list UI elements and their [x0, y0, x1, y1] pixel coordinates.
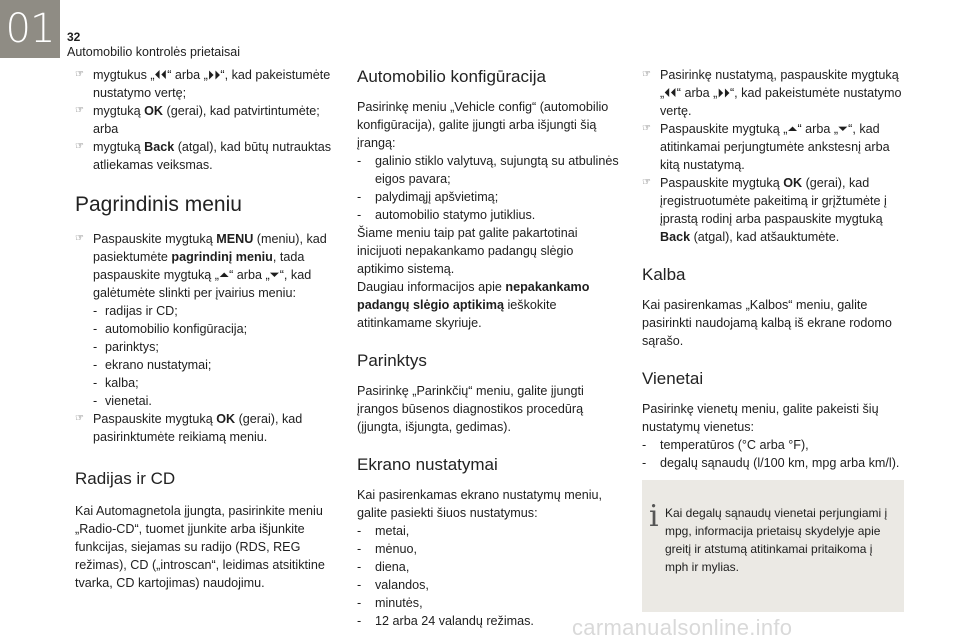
text: parinktys; [105, 340, 159, 354]
text: 12 arba 24 valandų režimas. [375, 614, 534, 628]
text: valandos, [375, 578, 429, 592]
forward-icon: ⏵⏵ [207, 68, 221, 82]
text: (gerai), kad patvirtintumėte; [163, 104, 320, 118]
list-item [75, 230, 337, 302]
text: kalba; [105, 376, 139, 390]
text: “ arba „ [167, 68, 208, 82]
paragraph: Pasirinkę vienetų meniu, galite pakeisti šių nustatymų vienetus: [642, 402, 879, 434]
text: minutės, [375, 596, 423, 610]
ok-keyword: OK [216, 412, 236, 426]
text: mėnuo, [375, 542, 418, 556]
ok-keyword: OK [144, 104, 163, 118]
menu-keyword: MENU [216, 232, 254, 246]
text: (gerai), kad pasirinktumėte reikiamą meniu. [93, 412, 303, 444]
list-item [642, 66, 912, 120]
paragraph: Kai pasirenkamas „Kalbos“ meniu, galite pasirinkti naudojamą kalbą iš ekrane rodomo sąrašo. [642, 298, 892, 348]
list-item [75, 66, 337, 102]
main-menu-keyword: pagrindinį meniu [171, 250, 273, 264]
list-item [642, 174, 912, 246]
list-item: - kalba; [93, 376, 139, 390]
list-item: - palydimąjį apšvietimą; [357, 190, 499, 204]
section-heading: Vienetai [642, 369, 704, 388]
text: (gerai), kad įregistruotumėte pakeitimą ir grįžtumėte į įprastą rodinį arba paspauskite mygtuką [660, 176, 887, 226]
ok-keyword: OK [783, 176, 803, 190]
text: arba [93, 122, 119, 136]
rewind-icon: ⏴⏴ [154, 68, 168, 82]
list-item: - minutės, [357, 596, 423, 610]
section-heading: Pagrindinis meniu [75, 193, 242, 216]
list-item: - parinktys; [93, 340, 159, 354]
arrow-bullet-icon: ☞ [75, 69, 84, 80]
section-heading: Radijas ir CD [75, 469, 176, 488]
page-number: 32 [67, 30, 81, 44]
list-item: - mėnuo, [357, 542, 418, 556]
info-text: Kai degalų sąnaudų vienetai perjungiami į mpg, informacija prietaisų skydelyje apie greitį ir atstumą atitinkamai pritaikoma į mph ir mylias. [665, 506, 888, 574]
list-item: - degalų sąnaudų (l/100 km, mpg arba km/l). [642, 456, 900, 470]
text: Paspauskite mygtuką „⏶“ arba „⏷“, kad atitinkamai perjungtumėte ankstesnį arba kitą nustatymą. [660, 122, 890, 172]
text: (meniu), kad pasiektumėte [93, 232, 327, 264]
chapter-badge: 01 [0, 0, 60, 58]
page-title: Automobilio kontrolės prietaisai [67, 45, 241, 59]
text: ekrano nustatymai; [105, 358, 212, 372]
list-item: - metai, [357, 524, 410, 538]
section-heading: Kalba [642, 265, 686, 284]
list-item: - 12 arba 24 valandų režimas. [357, 614, 534, 628]
text: mygtuką [93, 140, 145, 154]
list-item: - radijas ir CD; [93, 304, 178, 318]
list-item: - vienetai. [93, 394, 152, 408]
section-heading: Ekrano nustatymai [357, 455, 498, 474]
text: temperatūros (°C arba °F), [660, 438, 809, 452]
list-item [642, 120, 912, 174]
text: automobilio konfigūracija; [105, 322, 248, 336]
text: palydimąjį apšvietimą; [375, 190, 499, 204]
list-item: - galinio stiklo valytuvą, sujungtą su atbulinės eigos pavara; [357, 154, 619, 186]
list-item: - valandos, [357, 578, 429, 592]
paragraph: Šiame meniu taip pat galite pakartotinai inicijuoti nepakankamo padangų slėgio aptikimo sistemą. [357, 226, 578, 276]
paragraph [357, 278, 623, 332]
list-item: - automobilio konfigūracija; [93, 322, 248, 336]
text: Paspauskite mygtuką [93, 412, 217, 426]
text: galinio stiklo valytuvą, sujungtą su atbulinės eigos pavara; [375, 154, 619, 186]
list-item [75, 102, 337, 120]
column-1 [75, 66, 337, 592]
info-icon: i [649, 499, 659, 534]
list-item [75, 138, 337, 174]
back-keyword: Back [144, 140, 175, 154]
info-box [642, 480, 904, 612]
paragraph: Kai pasirenkamas ekrano nustatymų meniu, galite pasiekti šiuos nustatymus: [357, 488, 603, 520]
arrow-bullet-icon: ☞ [642, 177, 651, 188]
text: Daugiau informacijos apie [357, 280, 506, 294]
paragraph: Pasirinkę meniu „Vehicle config“ (automobilio konfigūracija), galite įjungti arba išjungti šią įrangą: [357, 100, 609, 150]
paragraph: Kai Automagnetola įjungta, pasirinkite meniu „Radio-CD“, tuomet įjunkite arba išjunkite funkcijas, siejamas su radijo (RDS, REG režimas), CD („introscan“, leidimas atsitiktine tvarka, CD kartojimas) naudojimu. [75, 504, 325, 590]
text: mygtuką [93, 104, 145, 118]
list-item: - diena, [357, 560, 410, 574]
list-item: - temperatūros (°C arba °F), [642, 438, 809, 452]
text: mygtukus „ [93, 68, 155, 82]
paragraph: Pasirinkę „Parinkčių“ meniu, galite įjungti įrangos būsenos diagnostikos procedūrą (įjungta, išjungta, gedimas). [357, 384, 584, 434]
text: metai, [375, 524, 410, 538]
text: ieškokite atitinkamame skyriuje. [357, 298, 557, 330]
list-item [75, 410, 337, 446]
column-2 [357, 66, 623, 630]
arrow-bullet-icon: ☞ [642, 69, 651, 80]
back-keyword: Back [660, 230, 691, 244]
section-heading: Parinktys [357, 351, 427, 370]
emphasis: nepakankamo padangų slėgio aptikimą [357, 280, 590, 312]
text: Paspauskite mygtuką [93, 232, 217, 246]
arrow-bullet-icon: ☞ [75, 105, 84, 116]
column-3 [642, 66, 912, 472]
text: (atgal), kad atšauktumėte. [690, 230, 840, 244]
section-heading: Automobilio konfigūracija [357, 67, 546, 86]
arrow-bullet-icon: ☞ [75, 233, 84, 244]
list-item [75, 120, 337, 138]
watermark: carmanualsonline.info [572, 615, 793, 640]
text: vienetai. [105, 394, 152, 408]
arrow-bullet-icon: ☞ [642, 123, 651, 134]
list-item: - automobilio statymo jutiklius. [357, 208, 536, 222]
arrow-bullet-icon: ☞ [75, 141, 84, 152]
text: Paspauskite mygtuką [660, 176, 784, 190]
list-item: - ekrano nustatymai; [93, 358, 212, 372]
text: degalų sąnaudų (l/100 km, mpg arba km/l). [660, 456, 900, 470]
text: automobilio statymo jutiklius. [375, 208, 536, 222]
text: radijas ir CD; [105, 304, 178, 318]
text: Pasirinkę nustatymą, paspauskite mygtuką „⏴⏴“ arba „⏵⏵“, kad pakeistumėte nustatymo vertę. [660, 68, 902, 118]
text: (atgal), kad būtų nutrauktas atliekamas veiksmas. [93, 140, 332, 172]
arrow-bullet-icon: ☞ [75, 413, 84, 424]
text: , tada paspauskite mygtuką „⏶“ arba „⏷“, kad galėtumėte slinkti per įvairius meniu: [93, 250, 312, 300]
text: diena, [375, 560, 410, 574]
text: “, kad pakeistumėte nustatymo vertę; [93, 68, 331, 100]
